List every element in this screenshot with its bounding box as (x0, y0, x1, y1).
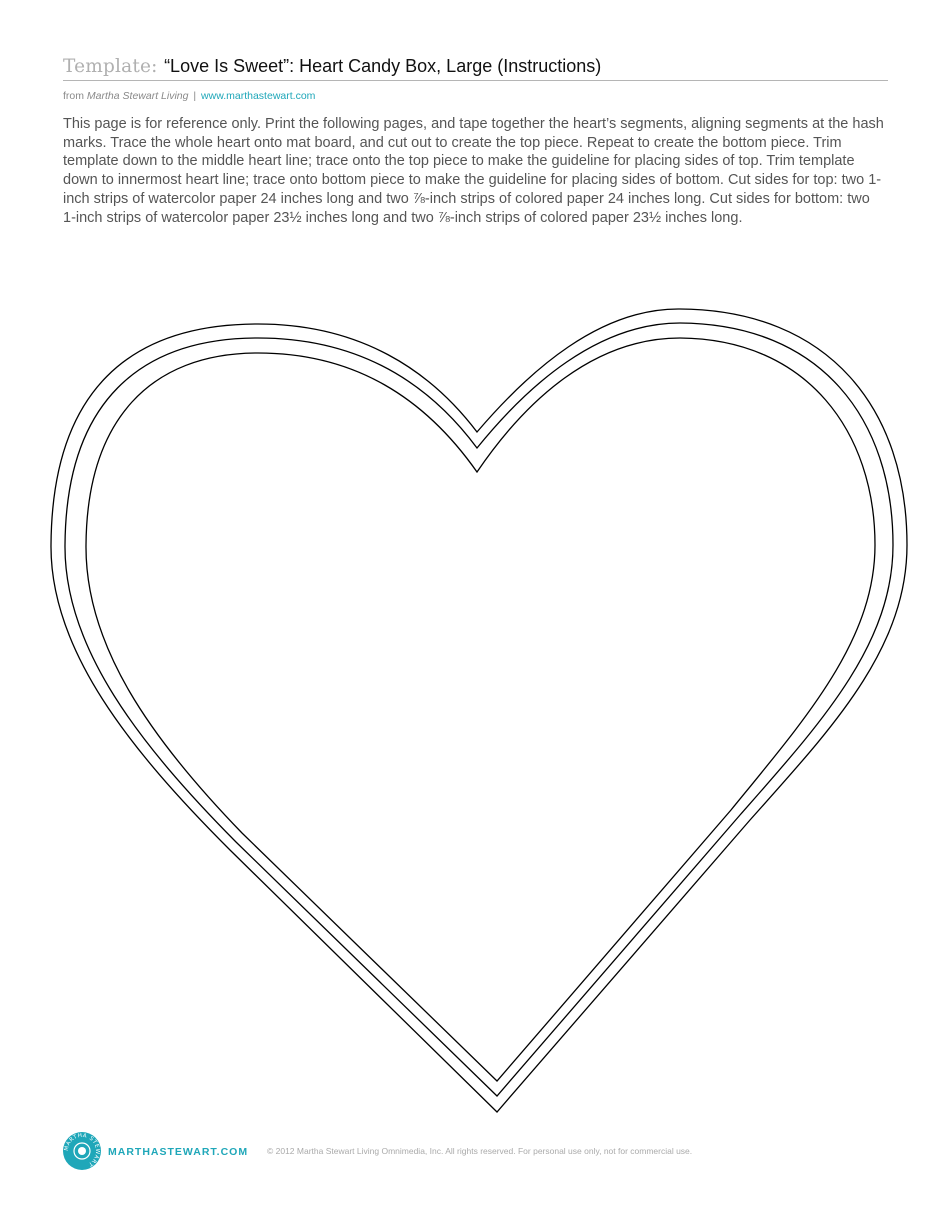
svg-text:MARTHA STEWART: MARTHA STEWART (63, 1132, 101, 1168)
source-magazine: Martha Stewart Living (86, 90, 189, 102)
brand-part-c: .COM (216, 1146, 249, 1158)
source-separator: | (193, 90, 197, 102)
brand-part-b: STEWART (159, 1146, 217, 1158)
source-prefix: from (63, 90, 84, 102)
heart-inner-line (86, 338, 875, 1081)
martha-stewart-seal-icon (62, 1131, 102, 1171)
heart-outer-line (51, 309, 907, 1112)
heart-middle-line (65, 323, 893, 1096)
template-label: Template: (63, 56, 158, 77)
brand-wordmark (108, 1146, 248, 1158)
brand-part-a: MARTHA (108, 1146, 160, 1158)
instructions-paragraph: This page is for reference only. Print the following pages, and tape together the heart’s segments, aligning segments at the hash marks. Trace the whole heart onto mat board, and cut out to create the top piece. Repeat to create the bottom piece. Trim template down to the middle heart line; trace onto the top piece to make the guideline for placing sides of top. Trim template down to innermost heart line; trace onto bottom piece to make the guideline for placing sides of bottom. Cut sides for top: two 1-inch strips of watercolor paper 24 inches long and two ⅞-inch strips of colored paper 24 inches long. Cut sides for bottom: two 1-inch strips of watercolor paper 23½ inches long and two ⅞-inch strips of colored paper 23½ inches long. (63, 116, 884, 226)
source-url-link[interactable]: www.marthastewart.com (201, 90, 316, 102)
page-title: “Love Is Sweet”: Heart Candy Box, Large (Instructions) (164, 56, 602, 76)
copyright-notice: © 2012 Martha Stewart Living Omnimedia, Inc. All rights reserved. For personal use only, not for commercial use. (267, 1146, 693, 1156)
